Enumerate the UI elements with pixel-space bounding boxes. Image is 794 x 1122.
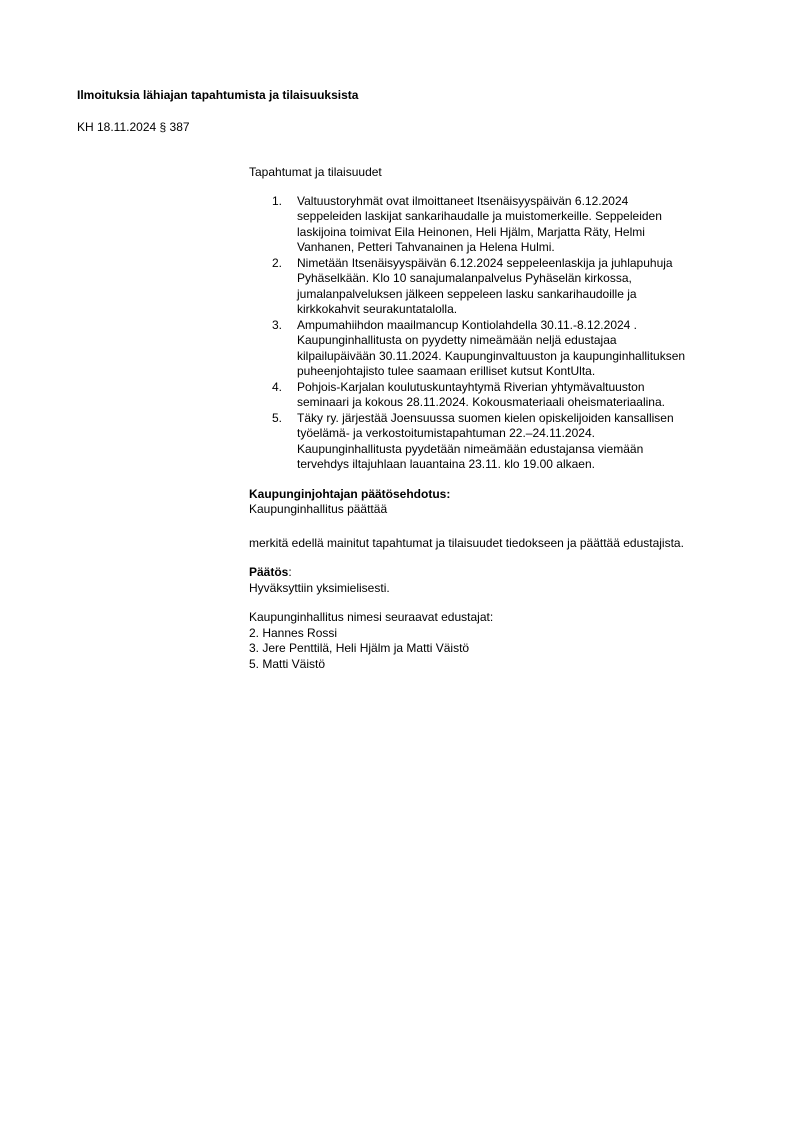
event-item-number: 5. <box>272 410 283 425</box>
event-item-line: jumalanpalveluksen jälkeen seppeleen lasku sankarihaudoille ja <box>297 286 637 301</box>
proposal-heading: Kaupunginjohtajan päätösehdotus: <box>249 486 451 501</box>
event-item <box>249 256 749 318</box>
event-item-line: Kaupunginhallitusta on pyydetty nimeämään neljä edustajaa <box>297 333 617 347</box>
event-item-number: 3. <box>272 317 283 332</box>
proposal-text: merkitä edellä mainitut tapahtumat ja tilaisuudet tiedokseen ja päättää edustajista. <box>249 535 684 550</box>
events-heading: Tapahtumat ja tilaisuudet <box>249 165 382 179</box>
event-item-line: tervehdys iltajuhlaan lauantaina 23.11. klo 19.00 alkaen. <box>297 457 595 471</box>
event-item-line: seppeleiden laskijat sankarihaudalle ja muistomerkeille. Seppeleiden <box>297 209 662 223</box>
event-item-line: kilpailupäivään 30.11.2024. Kaupunginvaltuuston ja kaupunginhallituksen <box>297 348 686 363</box>
event-item-line: työelämä- ja verkostoitumistapahtuman 22.–24.11.2024. <box>297 426 595 440</box>
event-item <box>249 380 749 411</box>
event-item-line: Valtuustoryhmät ovat ilmoittaneet Itsenäisyyspäivän 6.12.2024 <box>297 193 629 208</box>
event-item-number: 4. <box>272 379 283 394</box>
events-list <box>249 194 749 473</box>
decision-heading-colon: : <box>288 565 292 579</box>
event-item-line: Pohjois-Karjalan koulutuskuntayhtymä Riverian yhtymävaltuuston <box>297 379 645 394</box>
event-item <box>249 318 749 380</box>
event-item-line: puheenjohtajisto tulee saamaan erilliset kutsut KontUlta. <box>297 364 596 378</box>
event-item-line: Nimetään Itsenäisyyspäivän 6.12.2024 seppeleenlaskija ja juhlapuhuja <box>297 255 673 270</box>
representatives-intro: Kaupunginhallitus nimesi seuraavat edustajat: <box>249 610 494 624</box>
decision-heading-row <box>249 565 749 581</box>
event-item-line: Kaupunginhallitusta pyydetään nimeämään edustajansa viemään <box>297 441 644 456</box>
document-title: Ilmoituksia lähiajan tapahtumista ja tilaisuuksista <box>77 88 359 102</box>
representative-entry: 5. Matti Väistö <box>249 656 326 671</box>
event-item <box>249 194 749 256</box>
event-item-number: 1. <box>272 193 283 208</box>
decision-heading: Päätös <box>249 565 289 579</box>
document-body <box>249 165 749 672</box>
event-item-line: Täky ry. järjestää Joensuussa suomen kielen opiskelijoiden kansallisen <box>297 410 674 425</box>
event-item-line: Ampumahiihdon maailmancup Kontiolahdella 30.11.-8.12.2024 . <box>297 317 638 332</box>
event-item-line: seminaari ja kokous 28.11.2024. Kokousmateriaali oheismateriaalina. <box>297 395 665 409</box>
event-item-line: laskijoina toimivat Eila Heinonen, Heli Hjälm, Marjatta Räty, Helmi <box>297 224 645 239</box>
meeting-reference: KH 18.11.2024 § 387 <box>77 120 190 134</box>
decision-text: Hyväksyttiin yksimielisesti. <box>249 580 390 595</box>
event-item-line: kirkkokahvit seurakuntatalolla. <box>297 302 458 316</box>
proposal-lead: Kaupunginhallitus päättää <box>249 502 388 516</box>
representative-entry: 3. Jere Penttilä, Heli Hjälm ja Matti Väistö <box>249 641 470 655</box>
representative-entry: 2. Hannes Rossi <box>249 625 338 640</box>
event-item <box>249 411 749 473</box>
event-item-line: Vanhanen, Petteri Tahvanainen ja Helena Hulmi. <box>297 240 555 254</box>
event-item-line: Pyhäselkään. Klo 10 sanajumalanpalvelus Pyhäselän kirkossa, <box>297 271 632 285</box>
event-item-number: 2. <box>272 255 283 270</box>
